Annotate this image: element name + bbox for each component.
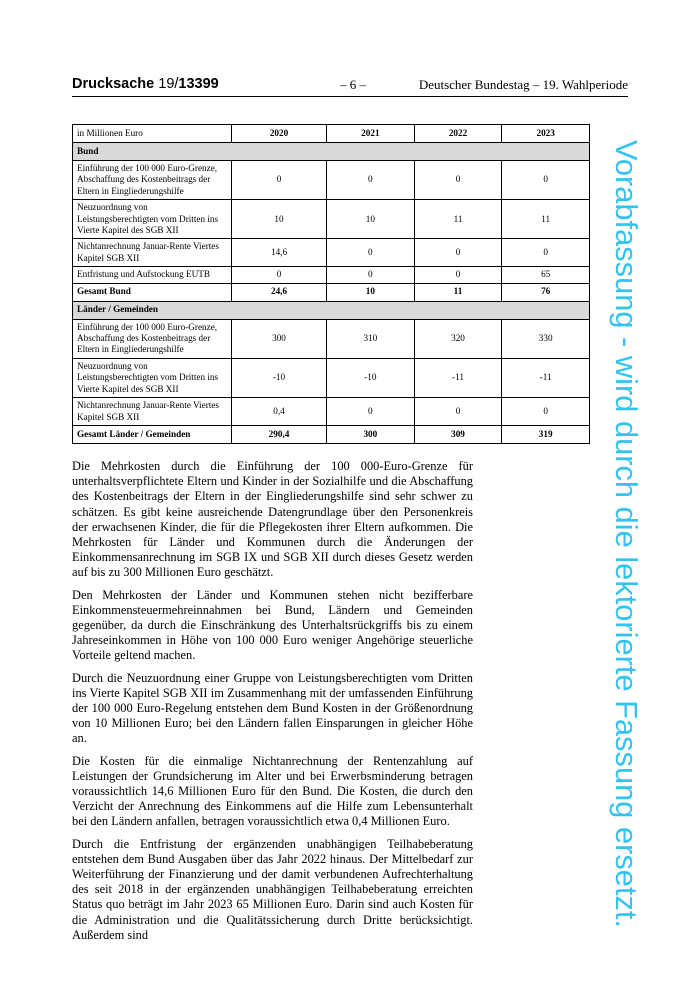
value-cell: 0 (414, 239, 502, 267)
drucksache-number-prefix: 19/ (158, 76, 179, 92)
section-title: Länder / Gemeinden (73, 301, 590, 319)
table-row (73, 358, 590, 397)
value-cell: 0 (327, 398, 415, 426)
drucksache-reference (72, 76, 219, 92)
total-value-cell: 11 (414, 283, 502, 301)
table-row (73, 200, 590, 239)
table-row (73, 398, 590, 426)
institution-label: Deutscher Bundestag – 19. Wahlperiode (418, 77, 628, 92)
watermark-svg (600, 140, 660, 930)
total-value-cell: 319 (502, 425, 590, 443)
value-cell: -10 (232, 358, 327, 397)
value-cell: 0 (327, 267, 415, 283)
value-cell: 11 (502, 200, 590, 239)
value-cell: 0 (232, 267, 327, 283)
row-label: Neuzuordnung von Leistungsberechtigten vom Dritten ins Vierte Kapitel des SGB XII (73, 358, 232, 397)
value-cell: 300 (232, 319, 327, 358)
value-cell: 10 (327, 200, 415, 239)
value-cell: 320 (414, 319, 502, 358)
section-title: Bund (73, 143, 590, 161)
total-value-cell: 24,6 (232, 283, 327, 301)
value-cell: 0 (502, 161, 590, 200)
section-header-row (73, 301, 590, 319)
row-label: Einführung der 100 000 Euro-Grenze, Abschaffung des Kostenbeitrags der Eltern in Eingliederungshilfe (73, 161, 232, 200)
year-header: 2022 (414, 125, 502, 143)
value-cell: 0 (232, 161, 327, 200)
table-row (73, 161, 590, 200)
value-cell: 0 (327, 161, 415, 200)
cost-table (72, 124, 590, 444)
value-cell: 330 (502, 319, 590, 358)
total-row (73, 425, 590, 443)
total-value-cell: 309 (414, 425, 502, 443)
row-label: Nichtanrechnung Januar-Rente Viertes Kapitel SGB XII (73, 239, 232, 267)
total-value-cell: 300 (327, 425, 415, 443)
table-header-row (73, 125, 590, 143)
unit-label: in Millionen Euro (73, 125, 232, 143)
total-value-cell: 10 (327, 283, 415, 301)
total-value-cell: 290,4 (232, 425, 327, 443)
total-value-cell: 76 (502, 283, 590, 301)
page-header (72, 76, 628, 97)
drucksache-number: 13399 (178, 76, 219, 92)
drucksache-label: Drucksache (72, 76, 155, 92)
value-cell: 0 (414, 161, 502, 200)
value-cell: 11 (414, 200, 502, 239)
value-cell: 0 (327, 239, 415, 267)
total-row (73, 283, 590, 301)
value-cell: 10 (232, 200, 327, 239)
value-cell: 0,4 (232, 398, 327, 426)
paragraph: Durch die Neuzuordnung einer Gruppe von Leistungsberechtigten vom Dritten ins Vierte Kapitel SGB XII im Zusammenhang mit der umfassenden Einführung der 100 000 Euro-Regelung entstehen dem Bund Kosten in der Größenordnung von 10 Millionen Euro; bei den Ländern fallen Einsparungen in gleicher Höhe an. (72, 670, 473, 746)
year-header: 2020 (232, 125, 327, 143)
value-cell: 0 (414, 398, 502, 426)
total-label: Gesamt Bund (73, 283, 232, 301)
table-row (73, 267, 590, 283)
paragraph: Die Mehrkosten durch die Einführung der 100 000-Euro-Grenze für unterhaltsverpflichtete Eltern und Kinder in der Sozialhilfe und die Abschaffung des Kostenbeitrags der Eltern in der Eingliederungshilfe sind sehr schwer zu schätzen. Es gibt keine ausreichende Datengrundlage über den Personenkreis der erwachsenen Kinder, die für die Pflegekosten ihrer Eltern aufkommen. Die Mehrkosten für Länder und Kommunen durch die Änderungen der Einkommensanrechnung im SGB IX und SGB XII durch dieses Gesetz werden auf bis zu 300 Millionen Euro geschätzt. (72, 459, 473, 580)
paragraph: Durch die Entfristung der ergänzenden unabhängigen Teilhabeberatung entstehen dem Bund Ausgaben über das Jahr 2022 hinaus. Der Mittelbedarf zur Weiterführung der Finanzierung und der damit verbundenen Aufrechterhaltung des seit 2018 in der ergänzenden unabhängigen Teilhabeberatung erreichten Status quo beträgt im Jahr 2023 65 Millionen Euro. Darin sind auch Kosten für die Administration und die Qualitätssicherung durch Dritte berücksichtigt. Außerdem sind (72, 836, 473, 942)
table-row (73, 319, 590, 358)
row-label: Entfristung und Aufstockung EUTB (73, 267, 232, 283)
value-cell: 0 (502, 239, 590, 267)
value-cell: 0 (414, 267, 502, 283)
value-cell: 14,6 (232, 239, 327, 267)
value-cell: 0 (502, 398, 590, 426)
paragraph: Den Mehrkosten der Länder und Kommunen stehen nicht bezifferbare Einkommensteuermehreinnahmen bei Bund, Ländern und Gemeinden gegenüber, da durch die Einschränkung des Unterhaltsrückgriffs bis zu einem Jahreseinkommen in Höhe von 100 000 Euro weniger Angehörige steuerliche Vorteile geltend machen. (72, 587, 473, 663)
total-label: Gesamt Länder / Gemeinden (73, 425, 232, 443)
row-label: Einführung der 100 000 Euro-Grenze, Abschaffung des Kostenbeitrags der Eltern in Eingliederungshilfe (73, 319, 232, 358)
table-body (73, 143, 590, 444)
draft-watermark (600, 140, 660, 930)
year-header: 2023 (502, 125, 590, 143)
paragraph: Die Kosten für die einmalige Nichtanrechnung der Rentenzahlung auf Leistungen der Grundsicherung im Alter und bei Erwerbsminderung betragen voraussichtlich 14,6 Millionen Euro für den Bund. Die Kosten, die durch den Verzicht der Anrechnung des Einkommens auf die Hilfe zum Lebensunterhalt bei den Ländern anfallen, betragen voraussichtlich etwa 0,4 Millionen Euro. (72, 753, 473, 829)
value-cell: -11 (414, 358, 502, 397)
table-row (73, 239, 590, 267)
body-text (72, 459, 473, 950)
value-cell: 65 (502, 267, 590, 283)
page-number: – 6 – (340, 77, 366, 92)
watermark-text: Vorabfassung - wird durch die lektorierte Fassung ersetzt. (609, 140, 643, 920)
row-label: Neuzuordnung von Leistungsberechtigten vom Dritten ins Vierte Kapitel des SGB XII (73, 200, 232, 239)
year-header: 2021 (327, 125, 415, 143)
value-cell: 310 (327, 319, 415, 358)
value-cell: -10 (327, 358, 415, 397)
section-header-row (73, 143, 590, 161)
row-label: Nichtanrechnung Januar-Rente Viertes Kapitel SGB XII (73, 398, 232, 426)
value-cell: -11 (502, 358, 590, 397)
